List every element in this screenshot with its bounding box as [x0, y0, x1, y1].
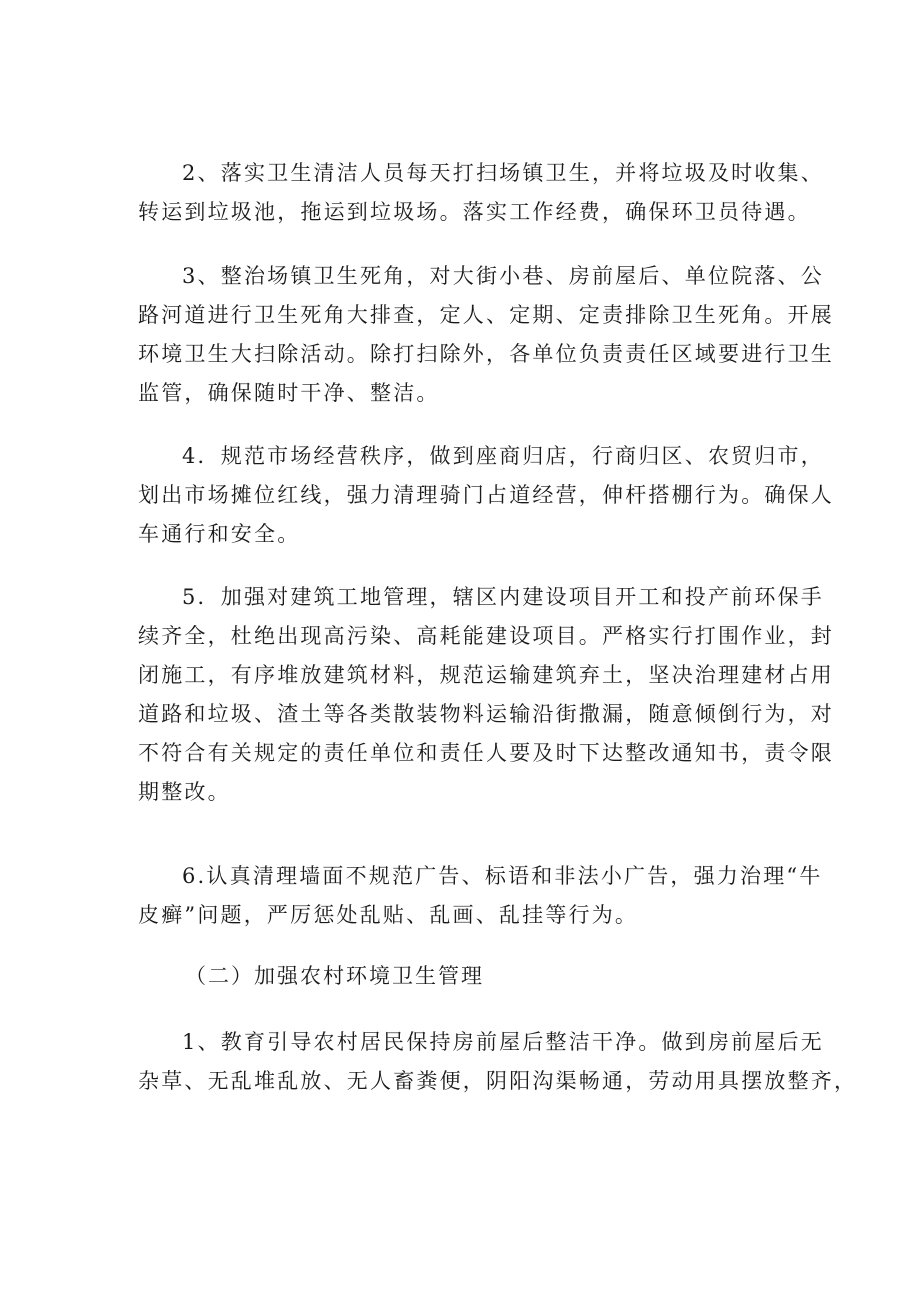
text-line: 闭施工，有序堆放建筑材料，规范运输建筑弃土，坚决治理建材占用 — [138, 663, 834, 687]
text-line: 3、整治场镇卫生死角，对大街小巷、房前屋后、单位院落、公 — [182, 264, 824, 288]
text-line: 2、落实卫生清洁人员每天打扫场镇卫生，并将垃圾及时收集、 — [182, 161, 824, 185]
text-line: 6.认真清理墙面不规范广告、标语和非法小广告，强力治理“牛 — [182, 864, 823, 888]
paragraph-item-4 — [138, 437, 834, 554]
paragraph-item-6 — [138, 857, 823, 935]
text-line: 监管，确保随时干净、整洁。 — [138, 381, 440, 405]
text-line: 划出市场摊位红线，强力清理骑门占道经营，伸杆搭棚行为。确保人 — [138, 483, 834, 507]
paragraph-rural-item-1 — [138, 1023, 858, 1101]
paragraph-item-2 — [138, 154, 824, 232]
text-line: 不符合有关规定的责任单位和责任人要及时下达整改通知书，责令限 — [138, 741, 834, 765]
text-line: 车通行和安全。 — [138, 522, 301, 546]
text-line: 期整改。 — [138, 780, 231, 804]
text-line: 续齐全，杜绝出现高污染、高耗能建设项目。严格实行打围作业，封 — [138, 624, 834, 648]
text-line: 4．规范市场经营秩序，做到座商归店，行商归区、农贸归市， — [182, 444, 824, 468]
text-line: 皮癣”问题，严厉惩处乱贴、乱画、乱挂等行为。 — [138, 903, 639, 927]
text-line: 路河道进行卫生死角大排查，定人、定期、定责排除卫生死角。开展 — [138, 303, 834, 327]
text-line: 杂草、无乱堆乱放、无人畜粪便，阴阳沟渠畅通，劳动用具摆放整齐， — [138, 1069, 858, 1093]
text-line: 5．加强对建筑工地管理，辖区内建设项目开工和投产前环保手 — [182, 585, 824, 609]
text-line: 道路和垃圾、渣土等各类散装物料运输沿街撒漏，随意倾倒行为，对 — [138, 702, 834, 726]
paragraph-item-5 — [138, 578, 834, 812]
section-heading: （二）加强农村环境卫生管理 — [185, 964, 484, 988]
paragraph-item-3 — [138, 257, 834, 413]
text-line: 环境卫生大扫除活动。除打扫除外，各单位负责责任区域要进行卫生 — [138, 342, 834, 366]
text-line: 1、教育引导农村居民保持房前屋后整洁干净。做到房前屋后无 — [182, 1030, 824, 1054]
text-line: 转运到垃圾池，拖运到垃圾场。落实工作经费，确保环卫员待遇。 — [138, 200, 811, 224]
